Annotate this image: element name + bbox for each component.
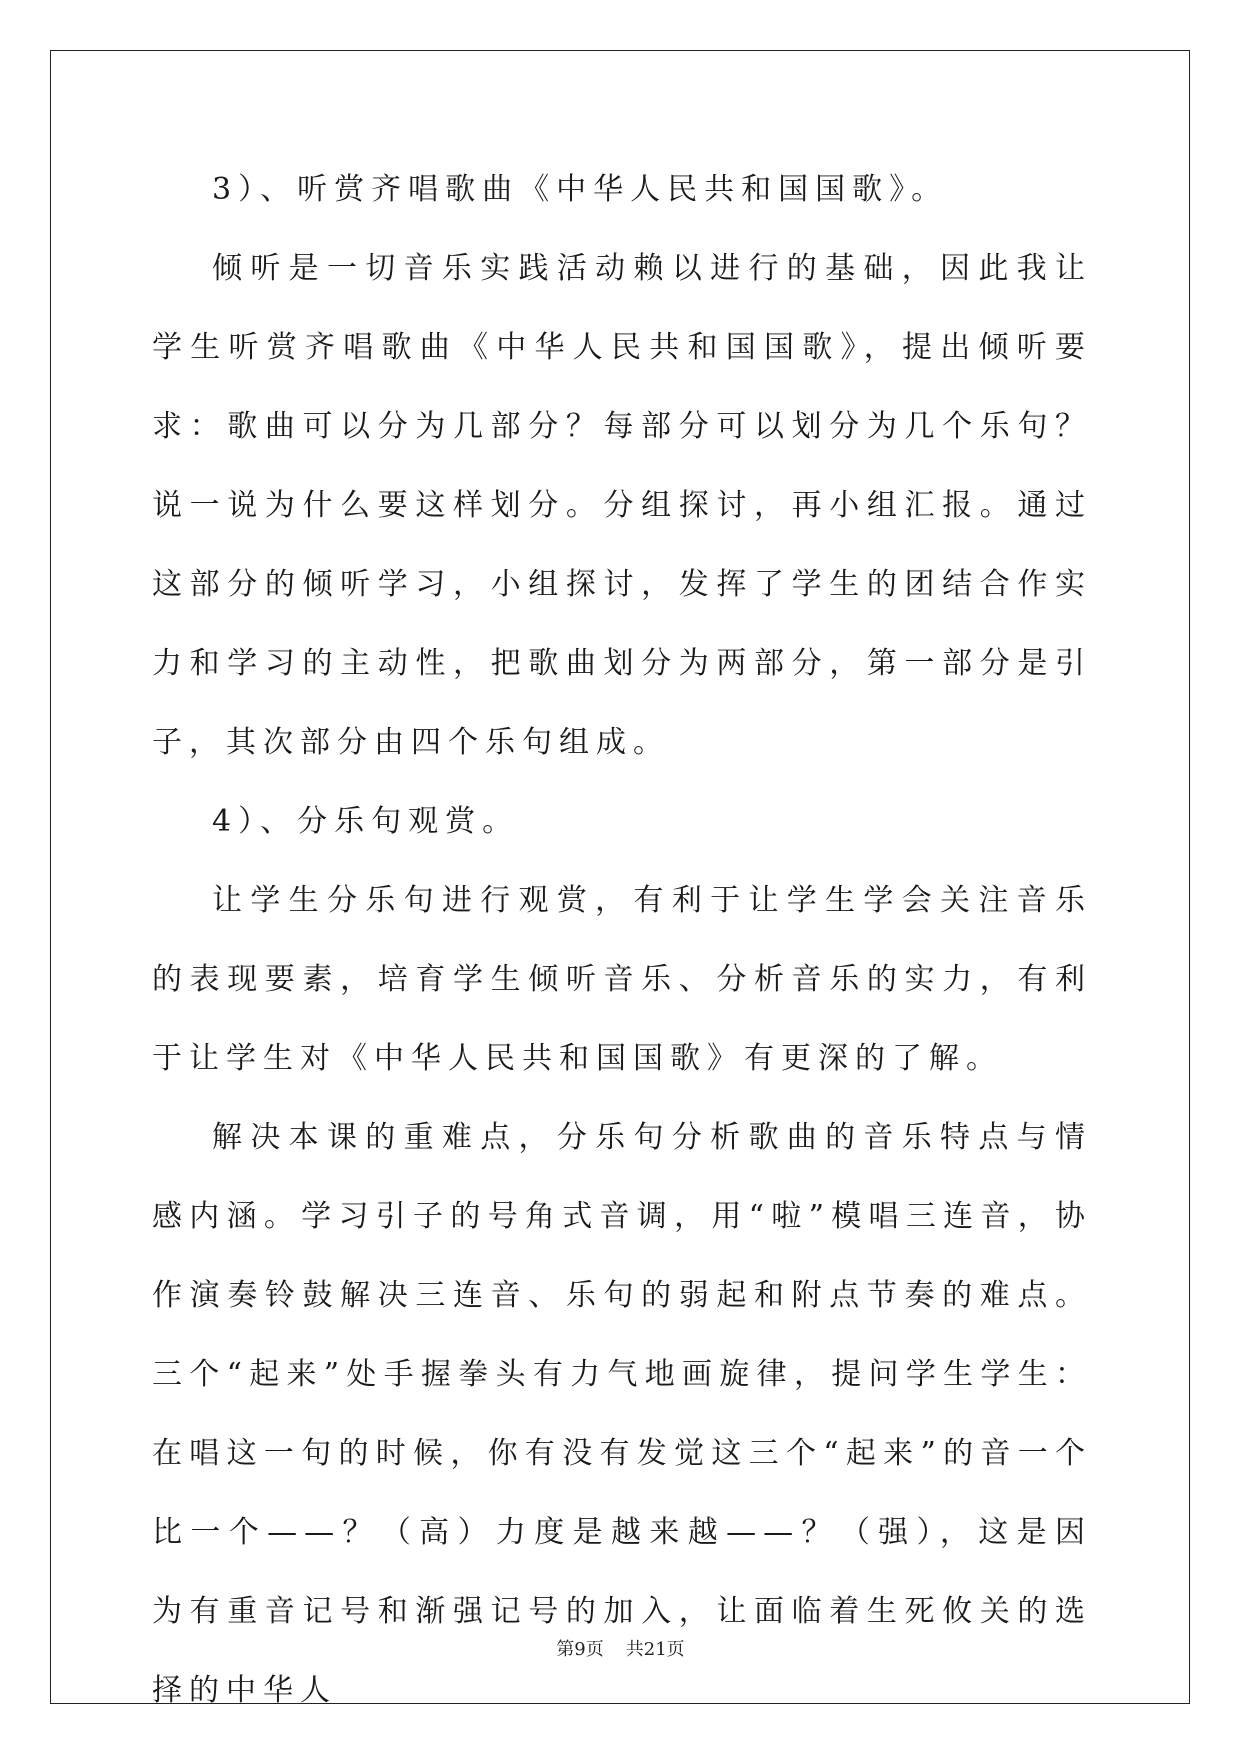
paragraph-listen-body: 倾听是一切音乐实践活动赖以进行的基础，因此我让学生听赏齐唱歌曲《中华人民共和国国歌》，提出倾听要求：歌曲可以分为几部分？每部分可以划分为几个乐句？说一说为什么要这样划分。分组探讨，再小组汇报。通过这部分的倾听学习，小组探讨，发挥了学生的团结合作实力和学习的主动性，把歌曲划分为两部分，第一部分是引子，其次部分由四个乐句组成。 xyxy=(152,251,1092,760)
paragraph-phrase-heading: 4）、分乐句观赏。 xyxy=(212,804,520,839)
paragraph-key-points: 解决本课的重难点，分乐句分析歌曲的音乐特点与情感内涵。学习引子的号角式音调，用“啦”模唱三连音，协作演奏铃鼓解决三连音、乐句的弱起和附点节奏的难点。三个“起来”处手握拳头有力气地画旋律，提问学生学生：在唱这一句的时候，你有没有发觉这三个“起来”的音一个比一个——？（高）力度是越来越——？（强），这是因为有重音记号和渐强记号的加入，让面临着生死攸关的选择的中华人 xyxy=(152,1120,1092,1708)
page-footer xyxy=(0,1635,1241,1661)
document-body xyxy=(152,150,1092,1730)
page-total: 共21页 xyxy=(625,1639,685,1660)
paragraph-phrase-body: 让学生分乐句进行观赏，有利于让学生学会关注音乐的表现要素，培育学生倾听音乐、分析音乐的实力，有利于让学生对《中华人民共和国国歌》有更深的了解。 xyxy=(152,883,1092,1076)
paragraph-listen-heading: 3）、听赏齐唱歌曲《中华人民共和国国歌》。 xyxy=(212,172,949,207)
page-number: 第9页 xyxy=(556,1639,604,1660)
